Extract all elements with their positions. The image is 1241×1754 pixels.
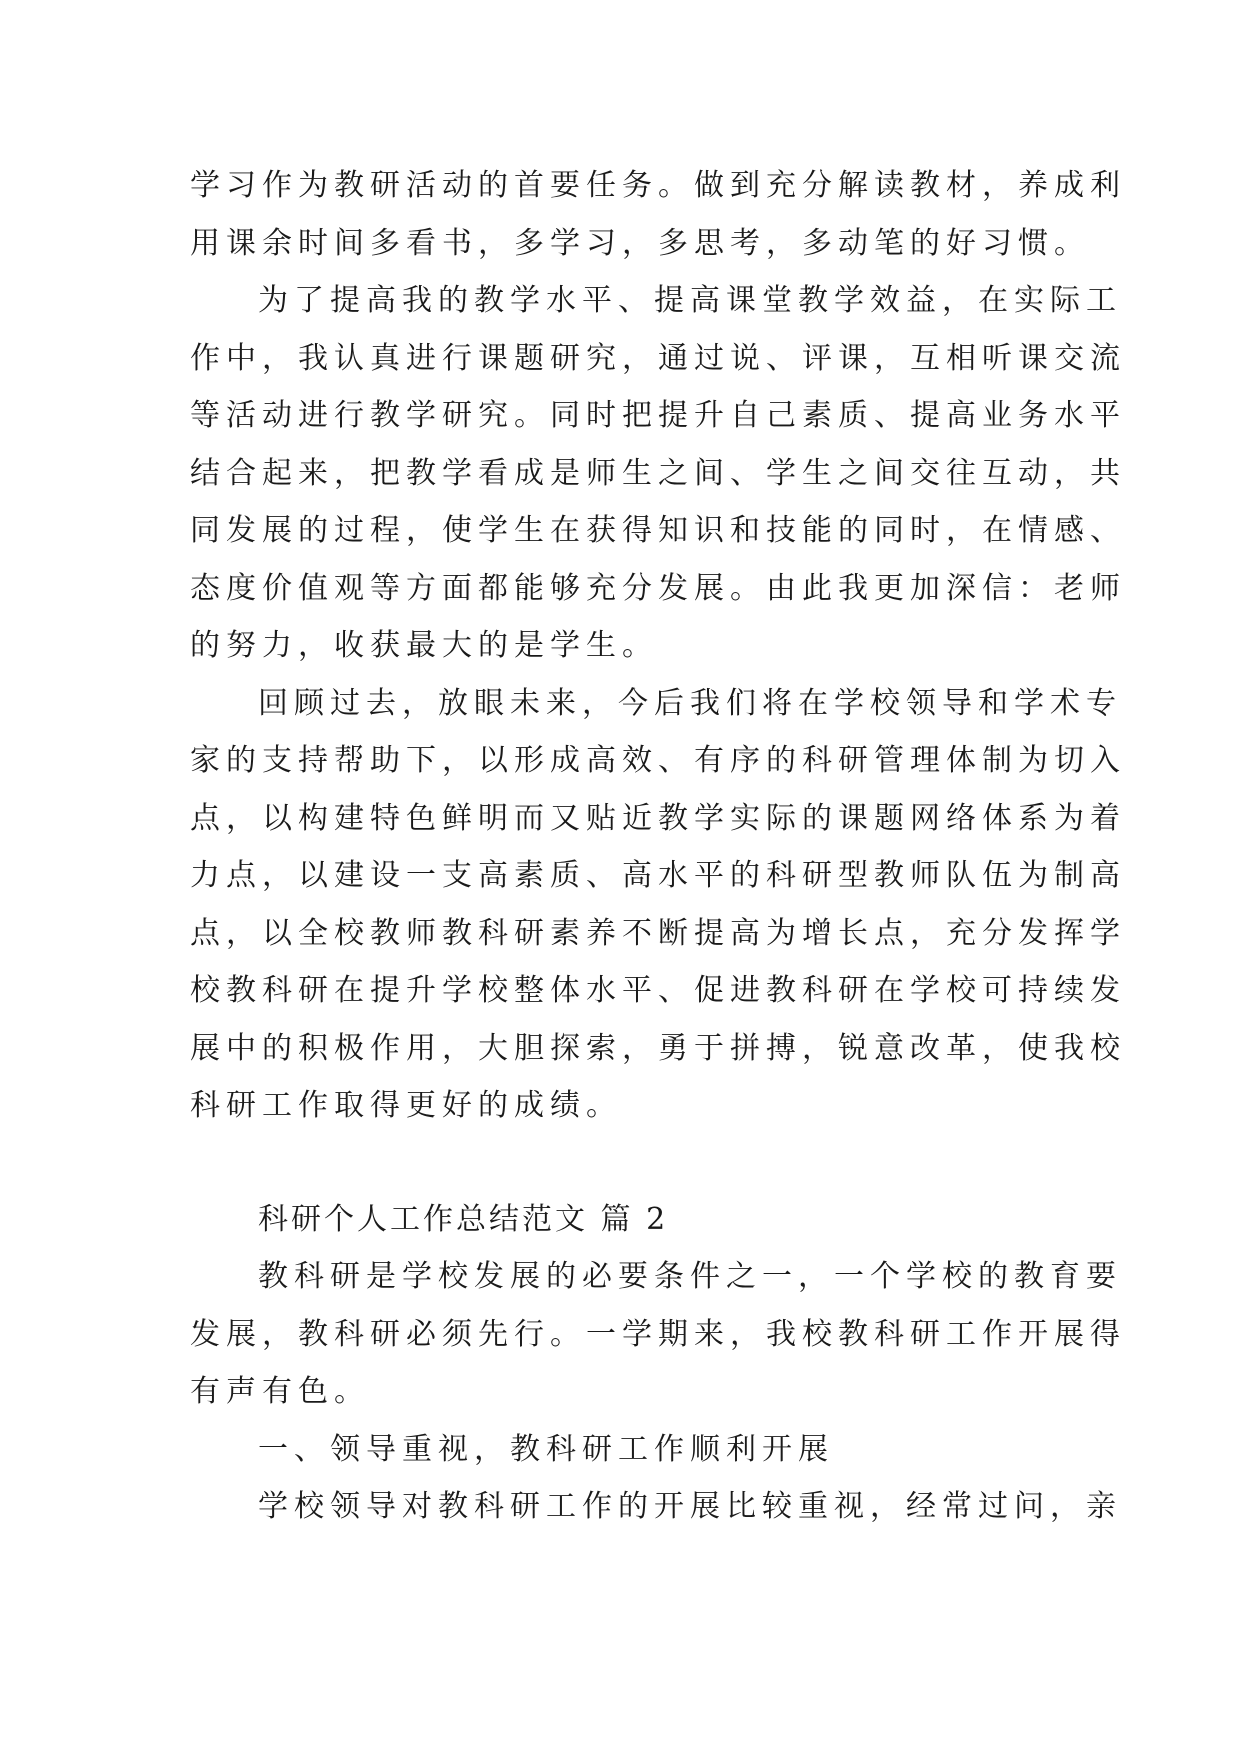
- subheading: 一、领导重视，教科研工作顺利开展: [258, 1431, 834, 1467]
- text-line: 校教科研在提升学校整体水平、促进教科研在学校可持续发: [190, 973, 1126, 1008]
- text-line: 学校领导对教科研工作的开展比较重视，经常过问，亲: [258, 1489, 1122, 1524]
- text-line: 科研工作取得更好的成绩。: [190, 1088, 622, 1123]
- text-line: 教科研是学校发展的必要条件之一，一个学校的教育要: [258, 1259, 1122, 1294]
- text-line: 力点，以建设一支高素质、高水平的科研型教师队伍为制高: [190, 858, 1126, 893]
- text-line: 家的支持帮助下，以形成高效、有序的科研管理体制为切入: [190, 743, 1126, 778]
- text-line: 等活动进行教学研究。同时把提升自己素质、提高业务水平: [190, 398, 1126, 433]
- document-body: [190, 157, 1126, 1536]
- text-line: 结合起来，把教学看成是师生之间、学生之间交往互动，共: [190, 455, 1126, 491]
- text-line: 展中的积极作用，大胆探索，勇于拼搏，锐意改革，使我校: [190, 1030, 1126, 1066]
- text-line: 有声有色。: [190, 1374, 370, 1409]
- text-line: 同发展的过程，使学生在获得知识和技能的同时，在情感、: [190, 513, 1126, 548]
- text-line: 学习作为教研活动的首要任务。做到充分解读教材，养成利: [190, 168, 1126, 203]
- paragraph: [190, 1478, 1122, 1536]
- text-line: 作中，我认真进行课题研究，通过说、评课，互相听课交流: [190, 340, 1126, 376]
- section-spacer: [190, 1135, 1070, 1191]
- text-line: 的努力，收获最大的是学生。: [190, 628, 658, 663]
- text-line: 态度价值观等方面都能够充分发展。由此我更加深信：老师: [190, 570, 1126, 606]
- paragraph: [190, 157, 1126, 272]
- text-line: 发展，教科研必须先行。一学期来，我校教科研工作开展得: [190, 1316, 1126, 1352]
- paragraph: [190, 272, 1126, 675]
- text-line: 回顾过去，放眼未来，今后我们将在学校领导和学术专: [258, 685, 1122, 721]
- text-line: 点，以构建特色鲜明而又贴近教学实际的课题网络体系为着: [190, 800, 1126, 836]
- text-line: 用课余时间多看书，多学习，多思考，多动笔的好习惯。: [190, 225, 1090, 261]
- paragraph: [190, 1248, 1126, 1421]
- text-line: 为了提高我的教学水平、提高课堂教学效益，在实际工: [258, 283, 1122, 318]
- text-line: 点，以全校教师教科研素养不断提高为增长点，充分发挥学: [190, 915, 1126, 951]
- paragraph: [190, 675, 1126, 1135]
- section-heading: 科研个人工作总结范文 篇 2: [258, 1201, 669, 1237]
